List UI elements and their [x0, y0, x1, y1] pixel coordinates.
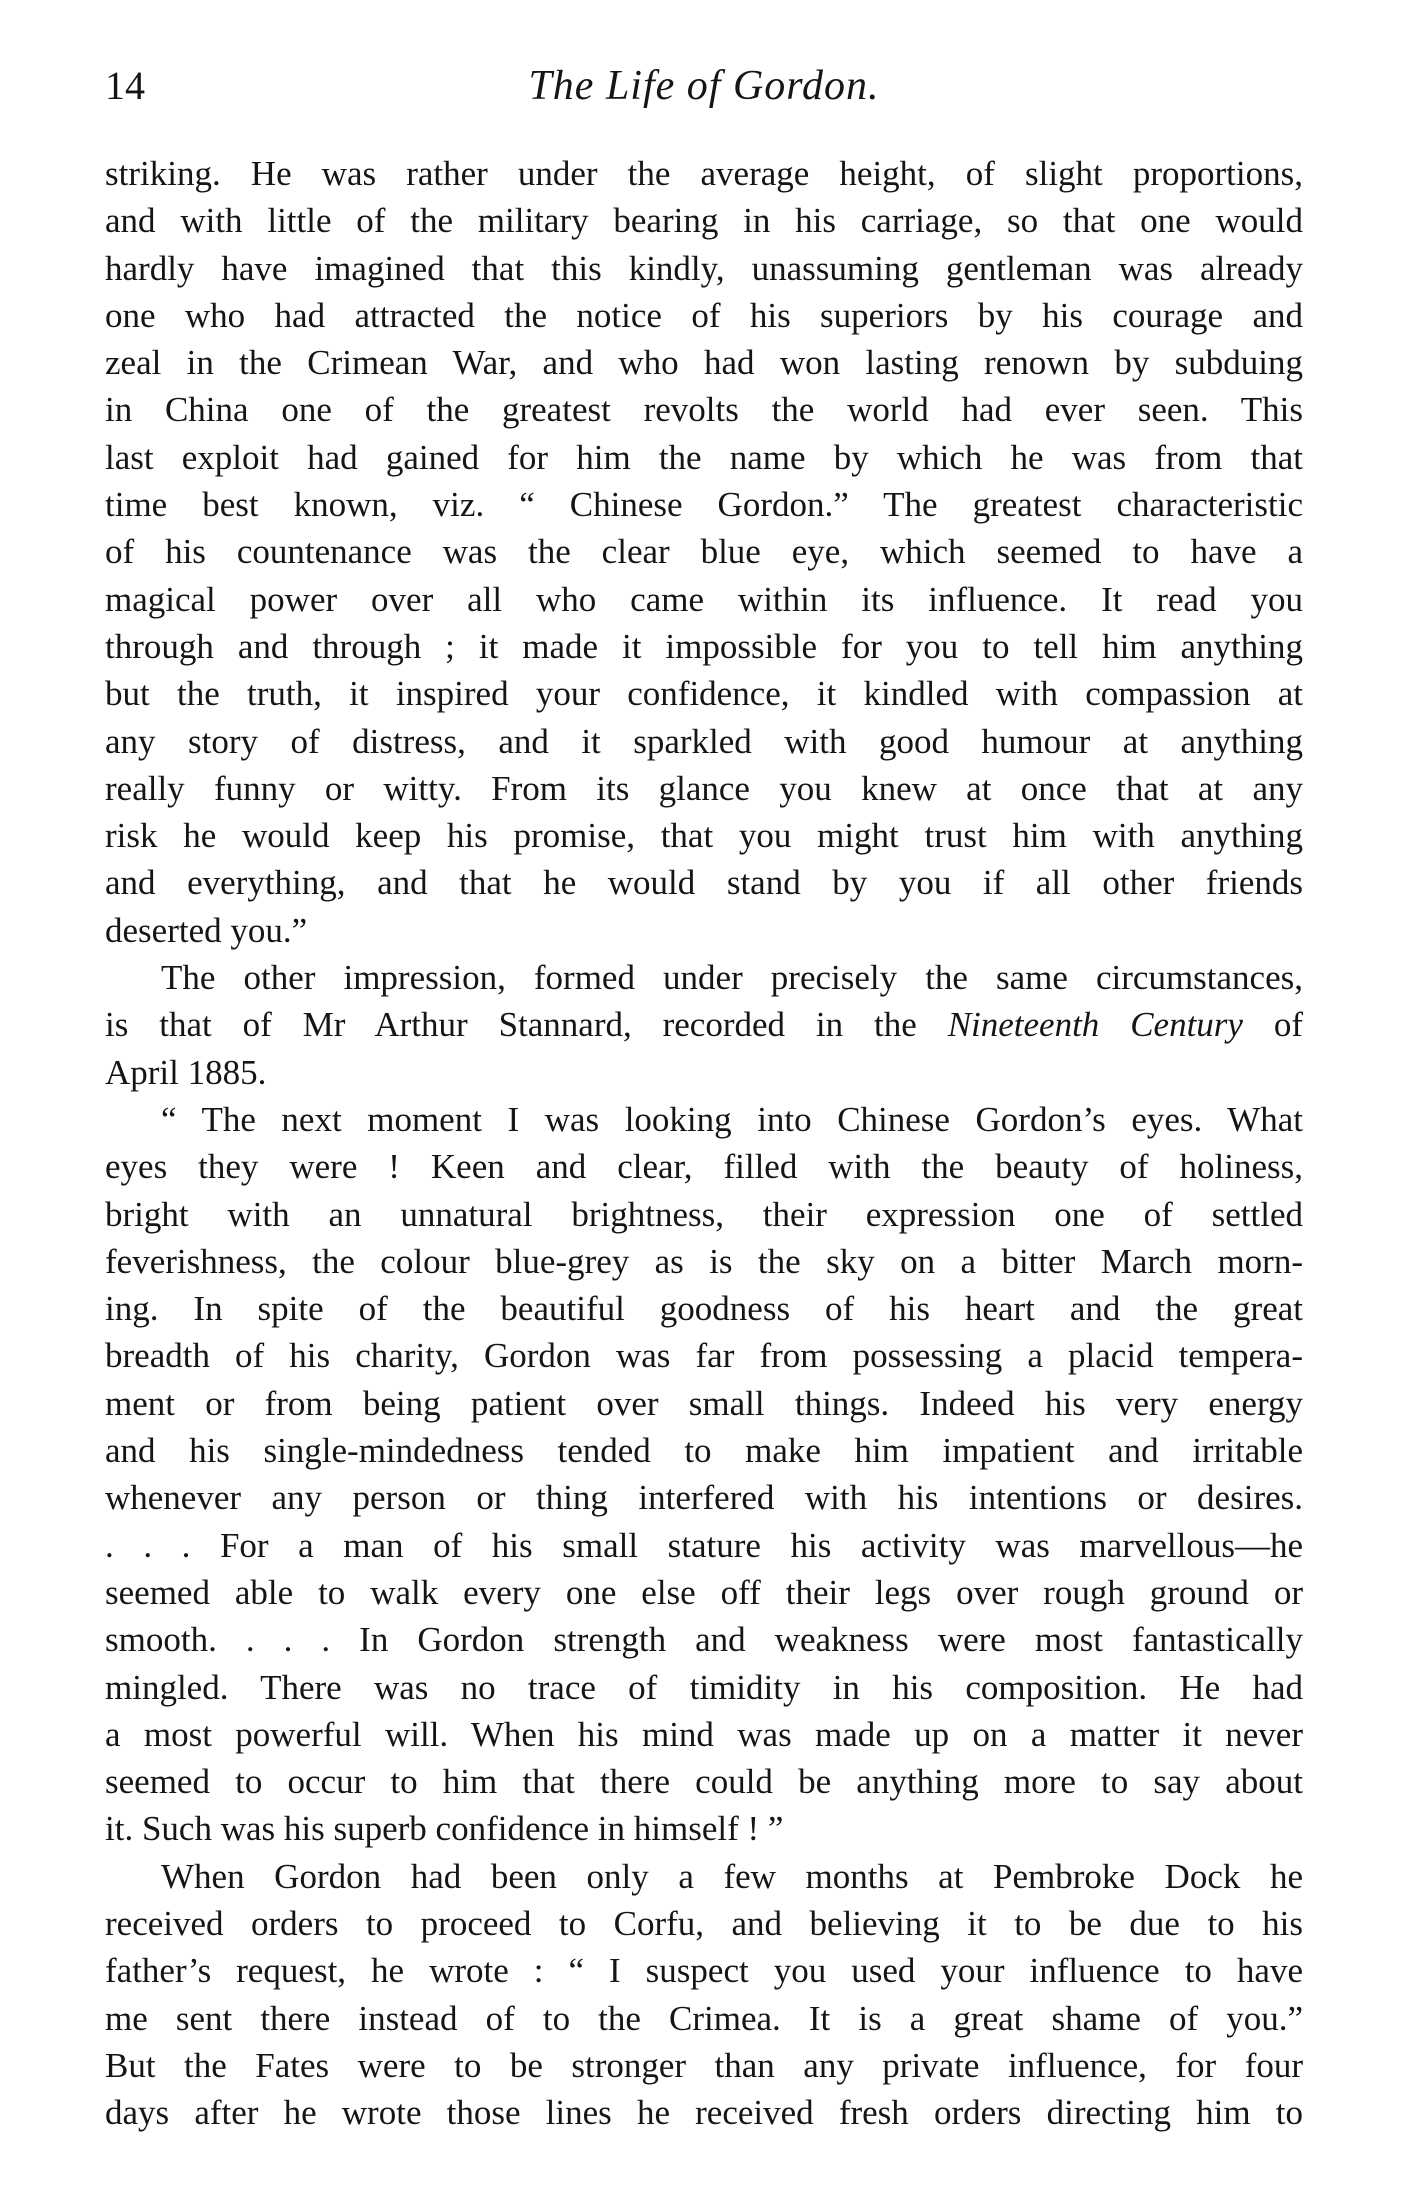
text-line: striking. He was rather under the average height, of slight proportions,	[105, 154, 1303, 193]
text-line: and with little of the military bearing in his carriage, so that one would	[105, 201, 1303, 241]
text-line: really funny or witty. From its glance you knew at once that at any	[105, 768, 1303, 808]
text-line: it. Such was his superb confidence in himself ! ”	[105, 1809, 784, 1849]
text-line: smooth. . . . In Gordon strength and weakness were most fantastically	[105, 1620, 1303, 1660]
text-line: ing. In spite of the beautiful goodness of his heart and the great	[105, 1289, 1303, 1329]
text-line: The other impression, formed under precisely the same circumstances,	[161, 958, 1303, 998]
text-line: seemed to occur to him that there could be anything more to say about	[105, 1762, 1303, 1802]
text-line: eyes they were ! Keen and clear, filled with the beauty of holiness,	[105, 1147, 1303, 1187]
running-header	[105, 62, 1303, 122]
text-line: deserted you.”	[105, 910, 308, 950]
paragraph	[105, 1096, 1303, 1853]
text-line: last exploit had gained for him the name by which he was from that	[105, 437, 1303, 477]
running-title: The Life of Gordon.	[528, 63, 880, 109]
text-line: risk he would keep his promise, that you might trust him with anything	[105, 816, 1303, 856]
text-line: a most powerful will. When his mind was made up on a matter it never	[105, 1714, 1303, 1754]
paragraph	[105, 1853, 1303, 2137]
text-line: time best known, viz. “ Chinese Gordon.” The greatest characteristic	[105, 485, 1303, 525]
page-body	[105, 150, 1303, 2136]
text-line: mingled. There was no trace of timidity in his composition. He had	[105, 1667, 1303, 1707]
text-line: ment or from being patient over small things. Indeed his very energy	[105, 1383, 1303, 1423]
text-line: in China one of the greatest revolts the world had ever seen. This	[105, 390, 1303, 430]
text-line: is that of Mr Arthur Stannard, recorded in the Nineteenth Century of	[105, 1005, 1304, 1045]
text-line: received orders to proceed to Corfu, and believing it to be due to his	[105, 1903, 1303, 1943]
text-line: April 1885.	[105, 1052, 267, 1092]
text-line: me sent there instead of to the Crimea. It is a great shame of you.”	[105, 1998, 1303, 2038]
page-number: 14	[105, 63, 145, 108]
text-line: magical power over all who came within its influence. It read you	[105, 579, 1303, 619]
text-line: father’s request, he wrote : “ I suspect you used your influence to have	[105, 1951, 1303, 1991]
text-line: “ The next moment I was looking into Chinese Gordon’s eyes. What	[161, 1099, 1303, 1139]
text-line: bright with an unnatural brightness, their expression one of settled	[105, 1194, 1303, 1234]
text-line: hardly have imagined that this kindly, unassuming gentleman was already	[105, 248, 1303, 288]
periodical-title: Nineteenth Century	[947, 1005, 1243, 1045]
text-line: breadth of his charity, Gordon was far from possessing a placid tempera-	[105, 1336, 1303, 1376]
text-line: through and through ; it made it impossible for you to tell him anything	[105, 626, 1303, 666]
text-line: any story of distress, and it sparkled with good humour at anything	[105, 721, 1303, 761]
paragraph	[105, 954, 1303, 1096]
text-line: days after he wrote those lines he received fresh orders directing him to	[105, 2093, 1303, 2133]
text-line: but the truth, it inspired your confidence, it kindled with compassion at	[105, 674, 1303, 714]
text-line: and everything, and that he would stand by you if all other friends	[105, 863, 1303, 903]
text-line: . . . For a man of his small stature his activity was marvellous—he	[105, 1525, 1303, 1565]
text-line: of his countenance was the clear blue eye, which seemed to have a	[105, 532, 1303, 572]
text-line: feverishness, the colour blue-grey as is the sky on a bitter March morn-	[105, 1241, 1303, 1281]
text-line: seemed able to walk every one else off their legs over rough ground or	[105, 1572, 1303, 1612]
paragraph	[105, 150, 1303, 954]
text-line: zeal in the Crimean War, and who had won lasting renown by subduing	[105, 343, 1303, 383]
text-line: But the Fates were to be stronger than any private influence, for four	[105, 2045, 1303, 2085]
text-line: When Gordon had been only a few months at Pembroke Dock he	[161, 1856, 1303, 1896]
text-line: and his single-mindedness tended to make him impatient and irritable	[105, 1431, 1303, 1471]
text-line: whenever any person or thing interfered with his intentions or desires.	[105, 1478, 1303, 1518]
text-line: one who had attracted the notice of his superiors by his courage and	[105, 295, 1303, 335]
